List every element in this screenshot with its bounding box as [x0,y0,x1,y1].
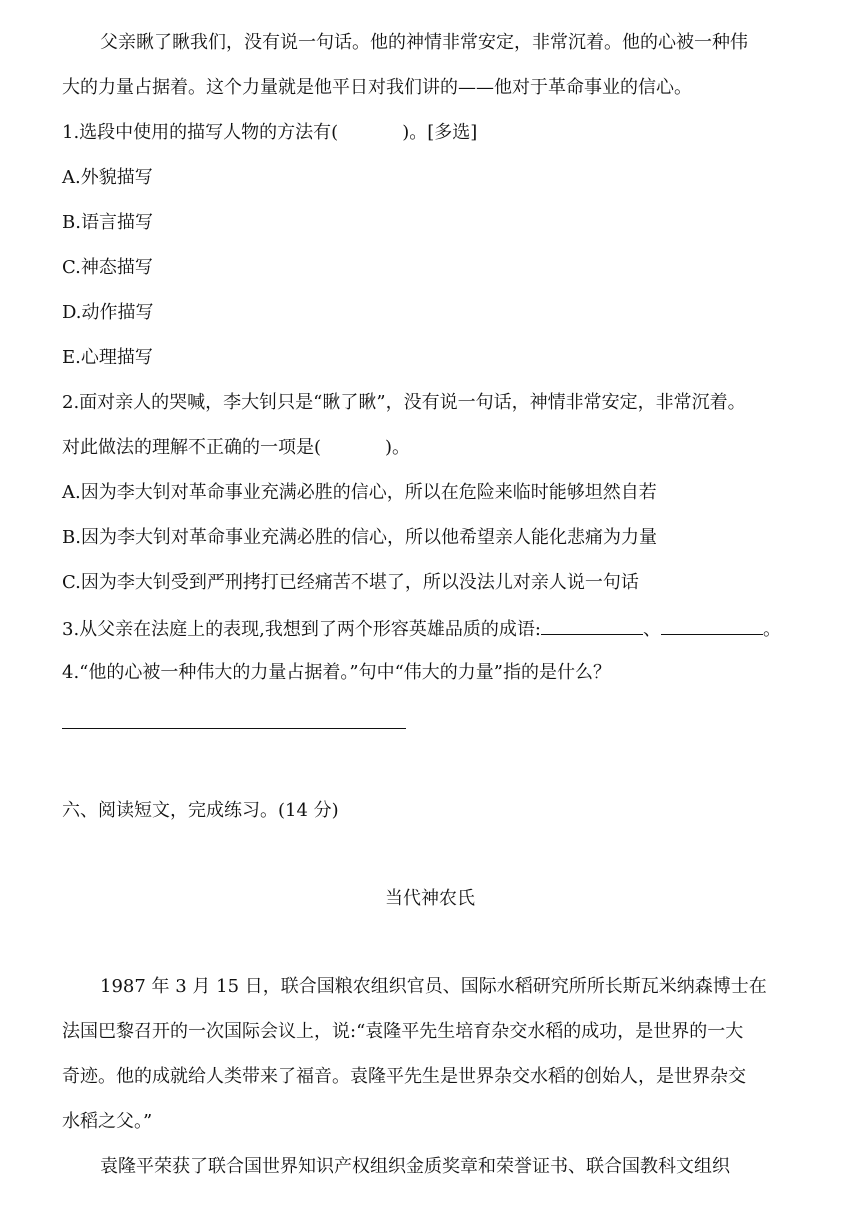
question-2-stem-suffix: )。 [385,437,411,458]
question-3 [62,616,781,642]
section-6-heading: 六、阅读短文，完成练习。(14 分) [62,800,339,821]
question-2-stem-line2 [62,436,410,460]
question-2-stem: 2.面对亲人的哭喊，李大钊只是“瞅了瞅”，没有说一句话，神情非常安定，非常沉着。 [62,392,746,413]
answer-blank-q3-2[interactable] [661,616,763,635]
blank-separator: 、 [642,619,661,640]
question-1-stem-suffix: )。[多选] [402,122,478,143]
option-q2-b: B.因为李大钊对革命事业充满必胜的信心，所以他希望亲人能化悲痛为力量 [62,527,657,548]
question-1-stem [62,121,477,145]
article-title: 当代神农氏 [385,888,475,909]
option-q1-b: B.语言描写 [62,212,153,233]
option-q2-a: A.因为李大钊对革命事业充满必胜的信心，所以在危险来临时能够坦然自若 [62,482,657,503]
question-2-stem-text: 对此做法的理解不正确的一项是( [62,437,322,458]
question-3-text: 3.从父亲在法庭上的表现,我想到了两个形容英雄品质的成语: [62,619,541,640]
answer-blank-q3-1[interactable] [541,616,643,635]
article-p1-line-2: 法国巴黎召开的一次国际会议上，说:“袁隆平先生培育杂交水稻的成功，是世界的一大 [62,1021,744,1042]
article-p1-line-1: 1987 年 3 月 15 日，联合国粮农组织官员、国际水稻研究所所长斯瓦米纳森博士在 [100,976,767,997]
article-p2-line-1: 袁隆平荣获了联合国世界知识产权组织金质奖章和荣誉证书、联合国教科文组织 [100,1156,730,1177]
option-q1-c: C.神态描写 [62,257,153,278]
option-q1-d: D.动作描写 [62,302,154,323]
question-4: 4.“他的心被一种伟大的力量占据着。”句中“伟大的力量”指的是什么？ [62,662,611,683]
question-1-stem-text: 1.选段中使用的描写人物的方法有( [62,122,339,143]
answer-line-q4[interactable] [62,728,406,729]
article-p1-line-3: 奇迹。他的成就给人类带来了福音。袁隆平先生是世界杂交水稻的创始人，是世界杂交 [62,1066,746,1087]
passage-line-2: 大的力量占据着。这个力量就是他平日对我们讲的——他对于革命事业的信心。 [62,77,692,98]
option-q1-a: A.外貌描写 [62,167,153,188]
option-q2-c: C.因为李大钊受到严刑拷打已经痛苦不堪了，所以没法儿对亲人说一句话 [62,572,639,593]
option-q1-e: E.心理描写 [62,347,153,368]
article-p1-line-4: 水稻之父。” [62,1111,153,1132]
question-3-end: 。 [762,619,781,640]
passage-line-1: 父亲瞅了瞅我们，没有说一句话。他的神情非常安定，非常沉着。他的心被一种伟 [100,32,748,53]
